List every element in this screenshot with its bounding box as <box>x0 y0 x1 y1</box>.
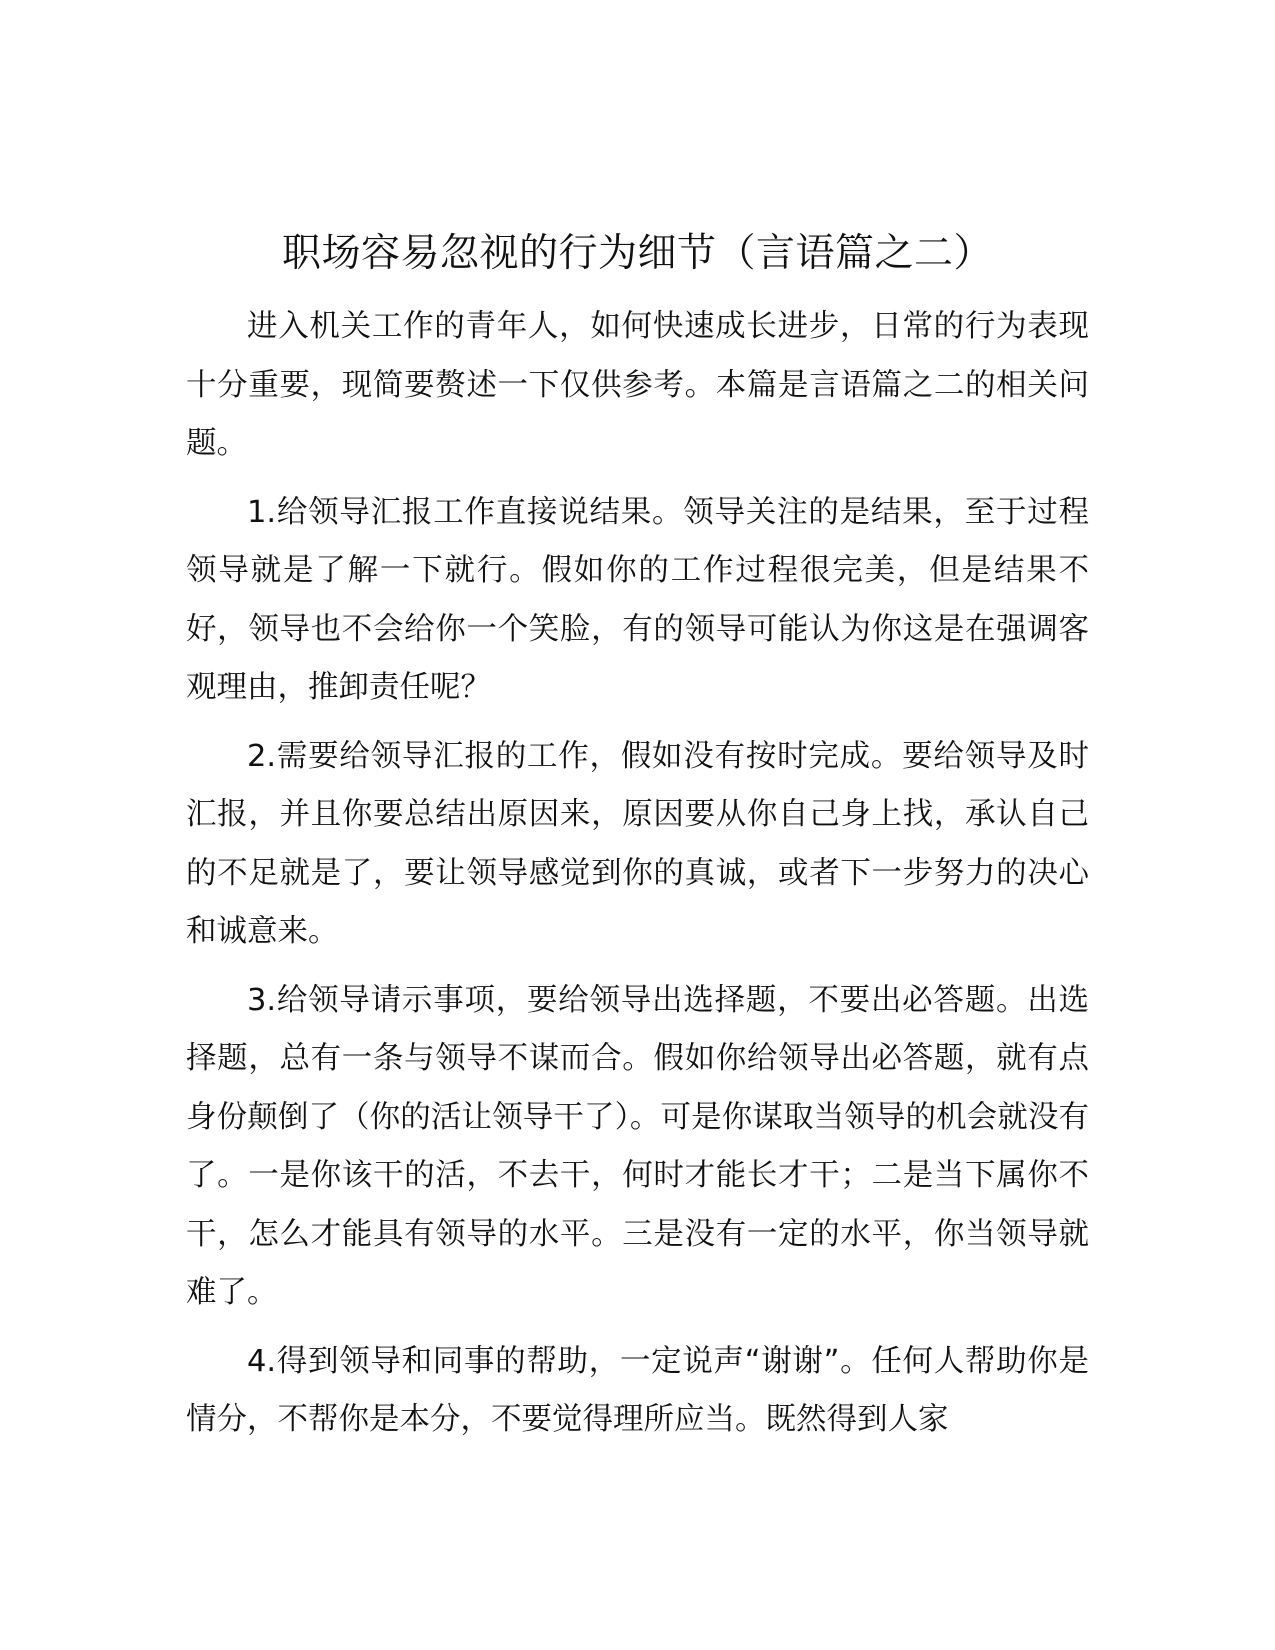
paragraph-item-2: 2.需要给领导汇报的工作，假如没有按时完成。要给领导及时汇报，并且你要总结出原因来，原因要从你自己身上找，承认自己的不足就是了，要让领导感觉到你的真诚，或者下一步努力的决心和诚意来。 <box>186 738 1089 949</box>
document-body <box>186 298 1089 1460</box>
paragraph-item-3: 3.给领导请示事项，要给领导出选择题，不要出必答题。出选择题，总有一条与领导不谋而合。假如你给领导出必答题，就有点身份颠倒了（你的活让领导干了）。可是你谋取当领导的机会就没有了。一是你该干的活，不去干，何时才能长才干；二是当下属你不干，怎么才能具有领导的水平。三是没有一定的水平，你当领导就难了。 <box>186 982 1089 1310</box>
document-title: 职场容易忽视的行为细节（言语篇之二） <box>281 231 993 276</box>
paragraph-item-1: 1.给领导汇报工作直接说结果。领导关注的是结果，至于过程领导就是了解一下就行。假如你的工作过程很完美，但是结果不好，领导也不会给你一个笑脸，有的领导可能认为你这是在强调客观理由，推卸责任呢？ <box>186 494 1089 705</box>
intro-paragraph: 进入机关工作的青年人，如何快速成长进步，日常的行为表现十分重要，现简要赘述一下仅供参考。本篇是言语篇之二的相关问题。 <box>186 309 1089 461</box>
paragraph-item-4: 4.得到领导和同事的帮助，一定说声“谢谢”。任何人帮助你是情分，不帮你是本分，不要觉得理所应当。既然得到人家 <box>186 1343 1089 1437</box>
